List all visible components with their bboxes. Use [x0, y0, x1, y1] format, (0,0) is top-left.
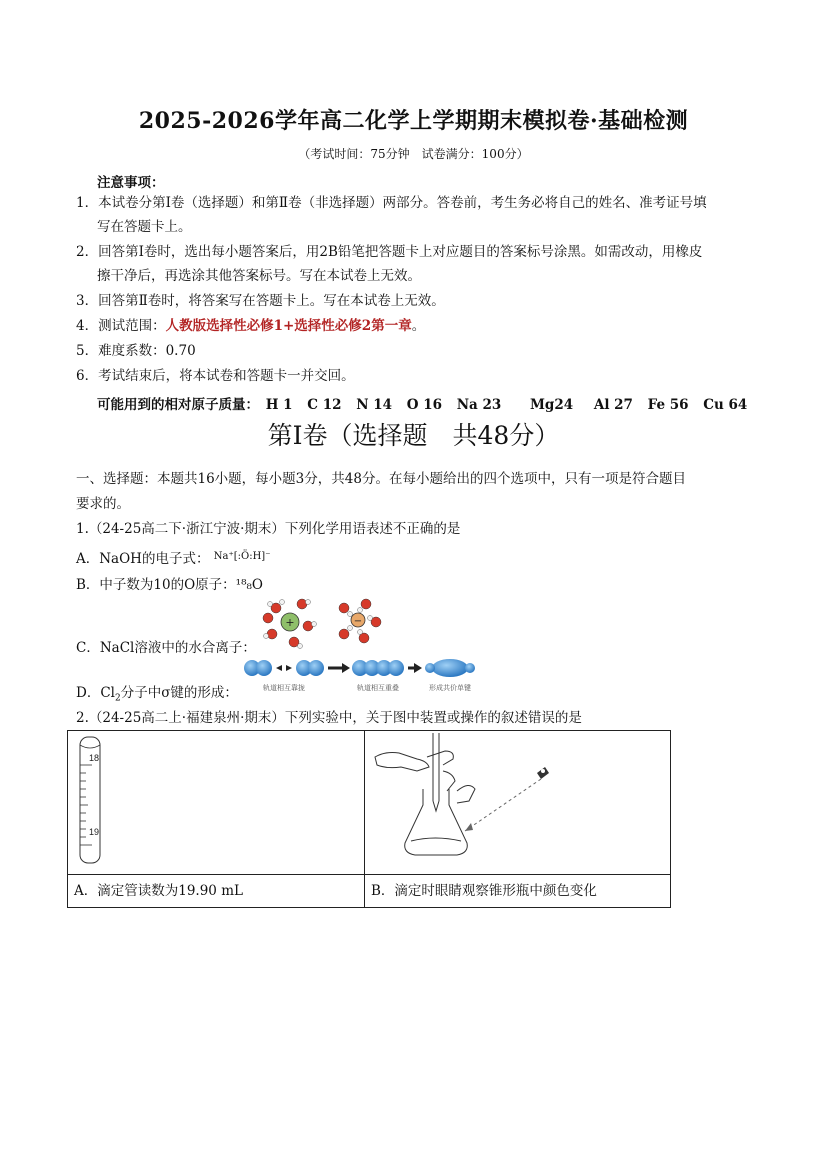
- q2-options-table: [67, 730, 671, 908]
- test-scope: 人教版选择性必修1+选择性必修2第一章: [165, 318, 412, 334]
- note-item-6: 6．考试结束后，将本试卷和答题卡一并交回。: [76, 368, 355, 384]
- electron-formula: Na⁺[:Ö:H]⁻: [213, 551, 271, 562]
- notes-heading: 注意事项：: [97, 175, 165, 191]
- exam-info: （考试时间：75分钟 试卷满分：100分）: [298, 147, 529, 161]
- svg-text:−: −: [353, 616, 363, 627]
- note-item-2: 2．回答第Ⅰ卷时，选出每小题答案后，用2B铅笔把答题卡上对应题目的答案标号涂黑。如需改动，用橡皮: [76, 244, 703, 260]
- burette-tick-19: 19: [89, 827, 100, 837]
- section-title: 第Ⅰ卷（选择题 共48分）: [267, 421, 560, 450]
- sodium-ion-cluster: [263, 599, 317, 649]
- atom-mass: Fe 56: [647, 397, 689, 413]
- q1-option-a: A．NaOH的电子式： $^{Na^+[:Ö:H]^-}$: [76, 551, 271, 567]
- note-item-1: 1．本试卷分第Ⅰ卷（选择题）和第Ⅱ卷（非选择题）两部分。答卷前，考生务必将自己的姓名、准考证号填: [76, 195, 707, 211]
- atom-mass: Al 27: [593, 397, 633, 413]
- question-1-stem: 1.（24-25高二下·浙江宁波·期末）下列化学用语表述不正确的是: [76, 521, 461, 537]
- sigma-label-1: 轨道相互靠拢: [263, 685, 305, 692]
- page-title: 2025-2026学年高二化学上学期期末模拟卷·基础检测: [138, 108, 689, 134]
- q1-option-b: B．中子数为10的O原子：¹⁸₈O: [76, 577, 263, 593]
- note-item-3: 3．回答第Ⅱ卷时，将答案写在答题卡上。写在本试卷上无效。: [76, 293, 445, 309]
- atom-mass: N 14: [356, 397, 393, 413]
- note-item-4: 4．测试范围：人教版选择性必修1+选择性必修2第一章。: [76, 318, 426, 334]
- titration-diagram: [365, 731, 670, 870]
- hydrated-ions-diagram: [256, 594, 398, 650]
- q2-option-a: A．滴定管读数为19.90 mL: [68, 875, 365, 908]
- section-intro-cont: 要求的。: [76, 496, 130, 512]
- note-item-2-cont: 擦干净后，再选涂其他答案标号。写在本试卷上无效。: [97, 268, 421, 284]
- chloride-ion-cluster: [339, 599, 381, 643]
- atom-mass: O 16: [406, 397, 442, 413]
- atom-mass: C 12: [307, 397, 342, 413]
- note-item-5: 5．难度系数：0.70: [76, 343, 196, 359]
- sigma-bond-diagram: [242, 656, 488, 694]
- atom-mass: Na 23: [456, 397, 502, 413]
- burette-tick-18: 18: [89, 753, 100, 763]
- burette-diagram: [68, 731, 364, 870]
- atom-mass: Cu 64: [703, 397, 748, 413]
- q2-image-a: [68, 731, 365, 875]
- sigma-label-2: 轨道相互重叠: [357, 685, 399, 692]
- note-item-1-cont: 写在答题卡上。: [97, 219, 192, 235]
- atomic-masses: 可能用到的相对原子质量： H 1 C 12 N 14 O 16 Na 23 Mg24 Al 27 Fe 56 Cu 64: [97, 397, 748, 413]
- atom-mass: Mg24: [529, 397, 574, 413]
- isotope-symbol: ¹⁸₈O: [235, 577, 263, 593]
- svg-text:+: +: [285, 616, 295, 629]
- q2-image-b: [365, 731, 671, 875]
- section-intro: 一、选择题：本题共16小题，每小题3分，共48分。在每小题给出的四个选项中，只有一项是符合题目: [76, 471, 686, 487]
- question-2-stem: 2.（24-25高二上·福建泉州·期末）下列实验中，关于图中装置或操作的叙述错误的是: [76, 710, 582, 726]
- q1-option-c: C．NaCl溶液中的水合离子：: [76, 640, 256, 656]
- q2-option-b: B．滴定时眼睛观察锥形瓶中颜色变化: [365, 875, 671, 908]
- atom-mass: H 1: [265, 397, 293, 413]
- q1-option-d: D．$Cl_2$分子中σ键的形成：: [76, 685, 238, 704]
- sigma-label-3: 形成共价单键: [429, 685, 471, 692]
